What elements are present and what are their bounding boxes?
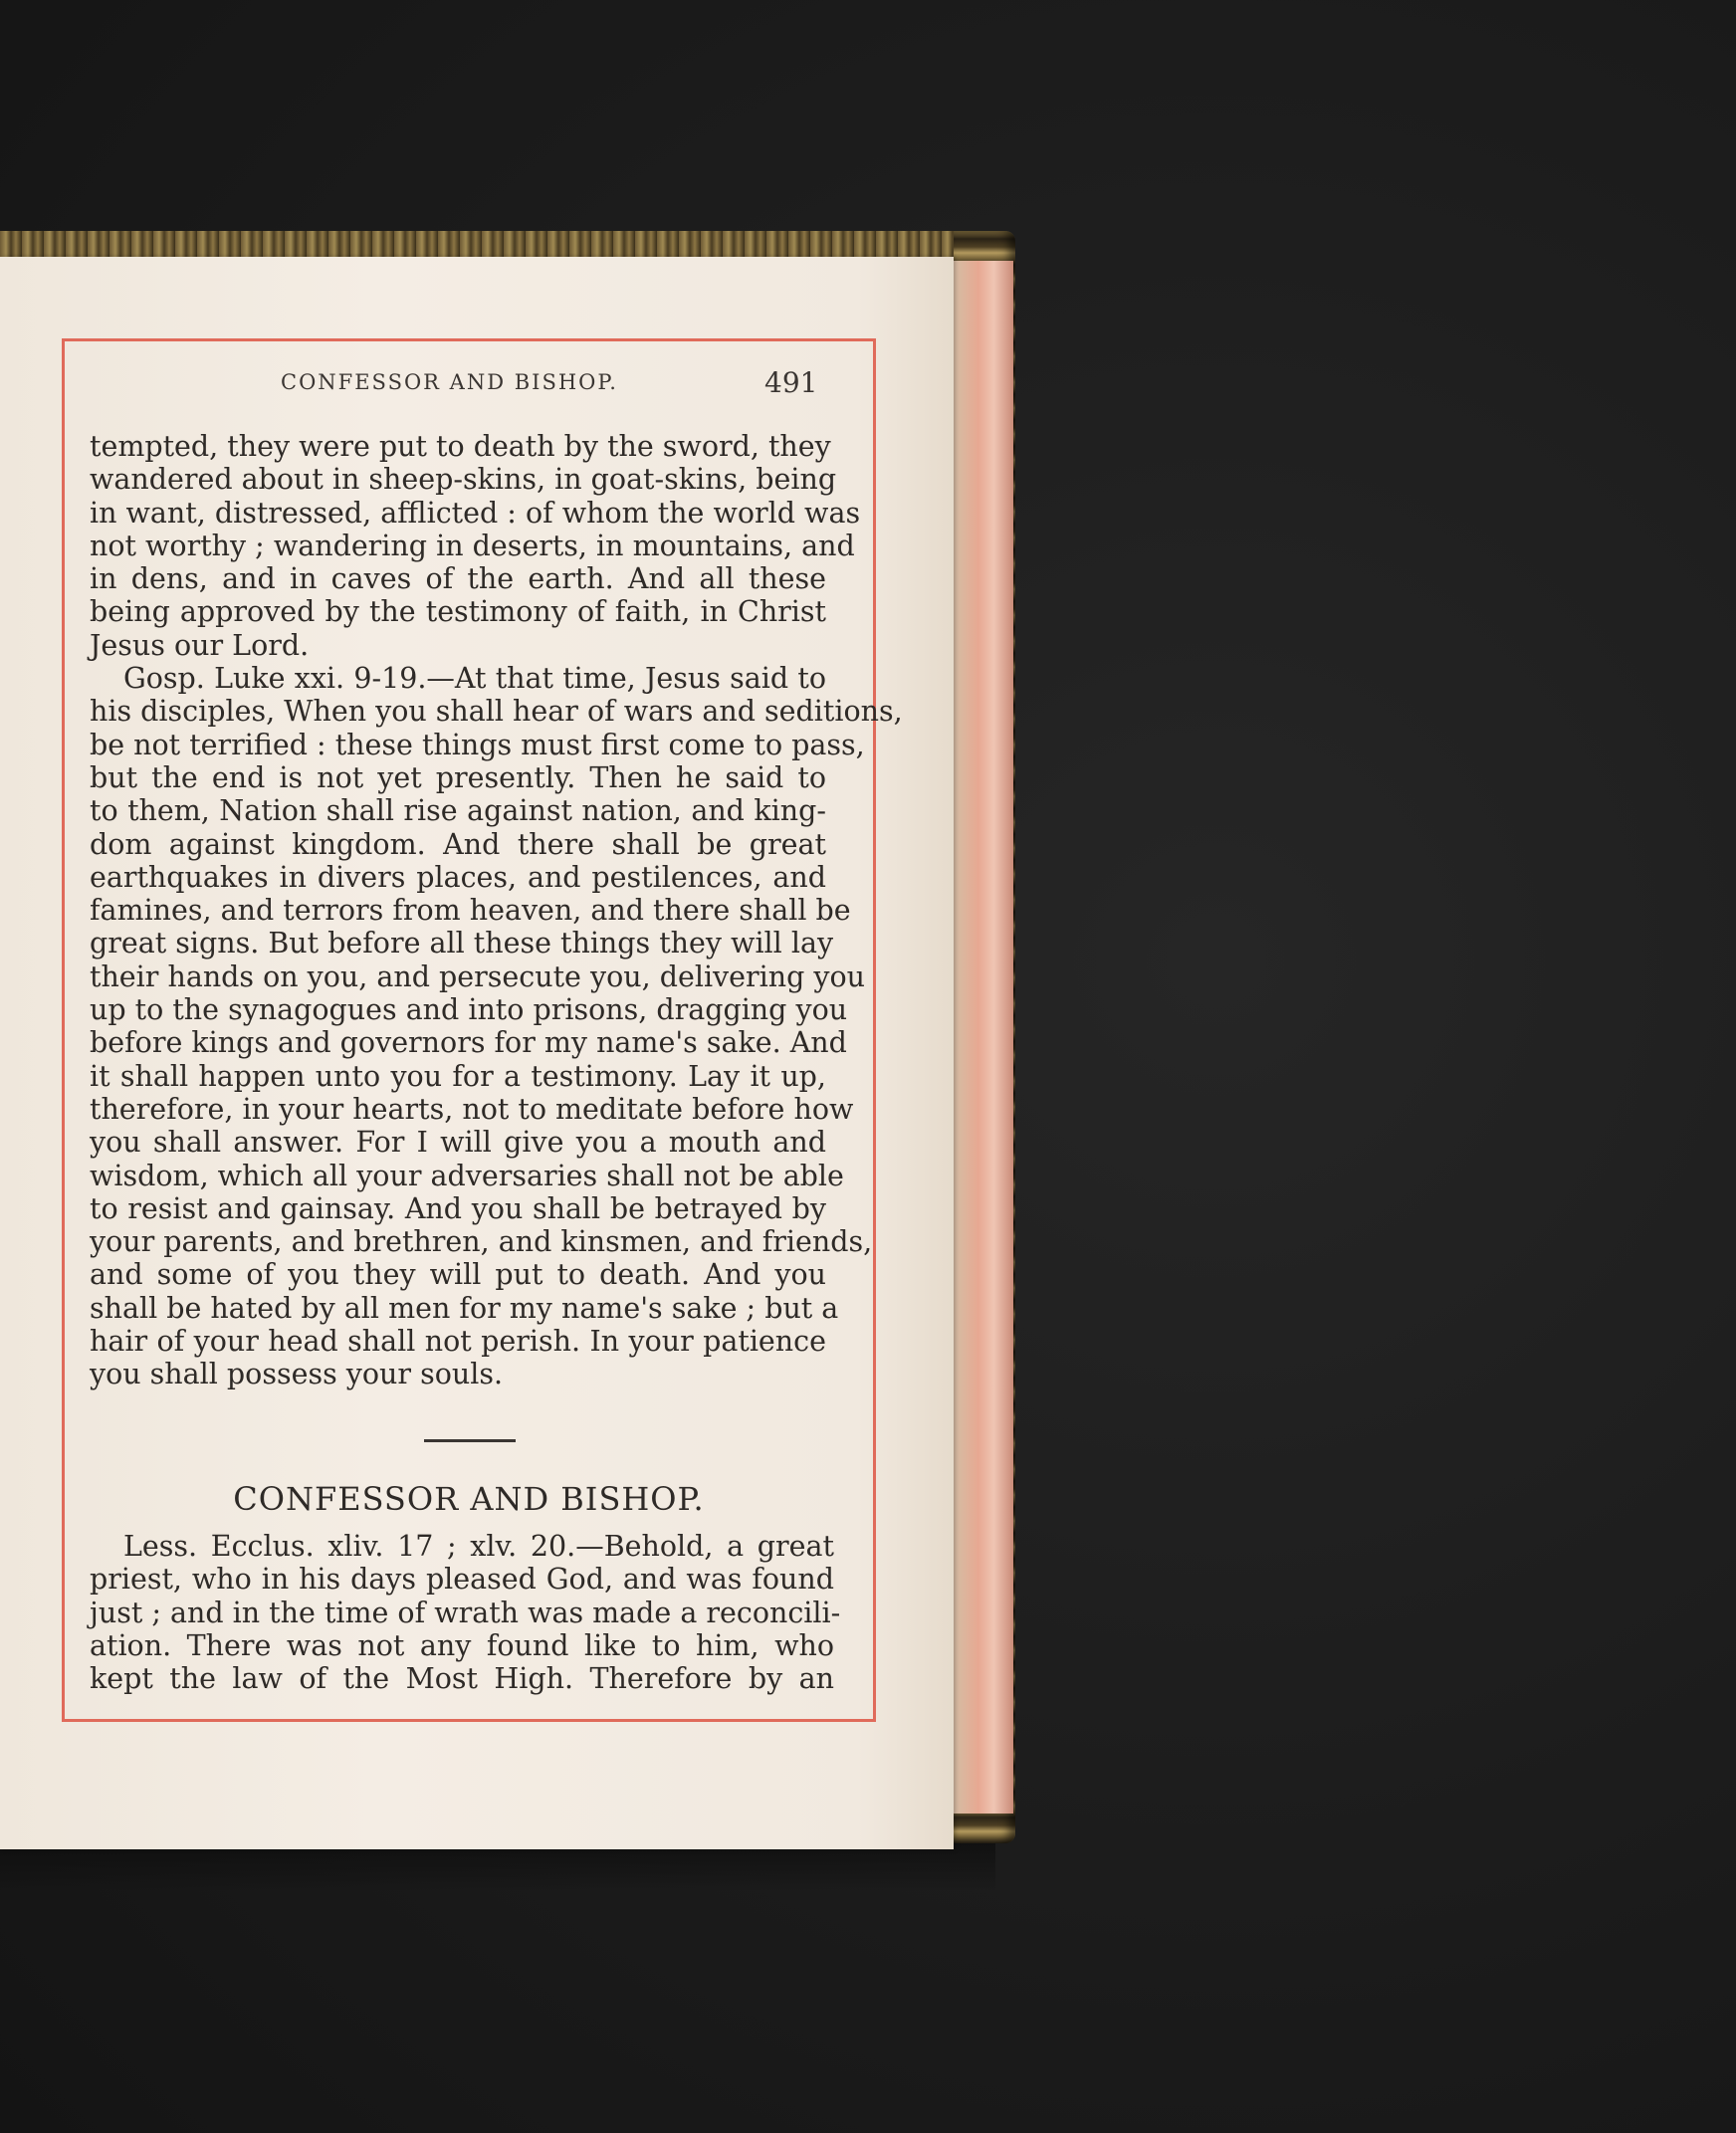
text-line: you shall possess your souls. (90, 1358, 504, 1391)
text-line: dom against kingdom. And there shall be great (90, 827, 826, 861)
section-divider (424, 1439, 516, 1442)
running-title: CONFESSOR AND BISHOP. (281, 370, 618, 394)
text-line: in dens, and in caves of the earth. And all these (90, 562, 826, 596)
text-line: famines, and terrors from heaven, and there shall be (90, 894, 851, 928)
text-line: kept the law of the Most High. Therefore by an (90, 1662, 834, 1696)
text-line: just ; and in the time of wrath was made a reconcili- (90, 1596, 841, 1629)
text-line: to resist and gainsay. And you shall be betrayed by (90, 1191, 826, 1225)
text-line: be not terrified : these things must first come to pass, (90, 728, 865, 761)
text-line: hair of your head shall not perish. In your patience (90, 1325, 826, 1359)
text-line: tempted, they were put to death by the sword, they (90, 430, 831, 463)
text-line: before kings and governors for my name's sake. And (90, 1026, 847, 1060)
text-line: but the end is not yet presently. Then he said to (90, 760, 826, 794)
text-line: and some of you they will put to death. And you (90, 1258, 826, 1292)
text-line: wisdom, which all your adversaries shall not be able (90, 1159, 844, 1192)
text-line: his disciples, When you shall hear of wars and seditions, (90, 695, 903, 729)
text-line: shall be hated by all men for my name's sake ; but a (90, 1291, 839, 1325)
text-line: ation. There was not any found like to him, who (90, 1628, 834, 1662)
text-line: priest, who in his days pleased God, and was found (90, 1563, 834, 1597)
text-line: you shall answer. For I will give you a mouth and (90, 1126, 826, 1160)
text-line: your parents, and brethren, and kinsmen, and friends, (90, 1225, 873, 1259)
text-line: not worthy ; wandering in deserts, in mountains, and (90, 529, 855, 562)
text-line: wandered about in sheep-skins, in goat-skins, being (90, 463, 837, 497)
section-heading: CONFESSOR AND BISHOP. (233, 1480, 705, 1518)
text-line: Jesus our Lord. (90, 628, 310, 662)
text-line: great signs. But before all these things they will lay (90, 927, 834, 960)
text-line: in want, distressed, afflicted : of whom the world was (90, 496, 861, 530)
text-line: up to the synagogues and into prisons, dragging you (90, 993, 848, 1027)
running-head (62, 366, 876, 406)
text-line: it shall happen unto you for a testimony. Lay it up, (90, 1059, 826, 1093)
text-line: to them, Nation shall rise against nation, and king- (90, 794, 826, 828)
body-text (90, 430, 903, 1391)
text-line: their hands on you, and persecute you, delivering you (90, 960, 866, 993)
text-line: Gosp. Luke xxi. 9-19.—At that time, Jesus said to (123, 662, 826, 696)
text-line: earthquakes in divers places, and pestilences, and (90, 860, 826, 894)
page-number: 491 (764, 366, 818, 399)
text-line: being approved by the testimony of faith, in Christ (90, 595, 826, 629)
text-line: therefore, in your hearts, not to meditate before how (90, 1092, 854, 1126)
section-text (90, 1530, 841, 1696)
text-line: Less. Ecclus. xliv. 17 ; xlv. 20.—Behold, a great (123, 1530, 834, 1563)
